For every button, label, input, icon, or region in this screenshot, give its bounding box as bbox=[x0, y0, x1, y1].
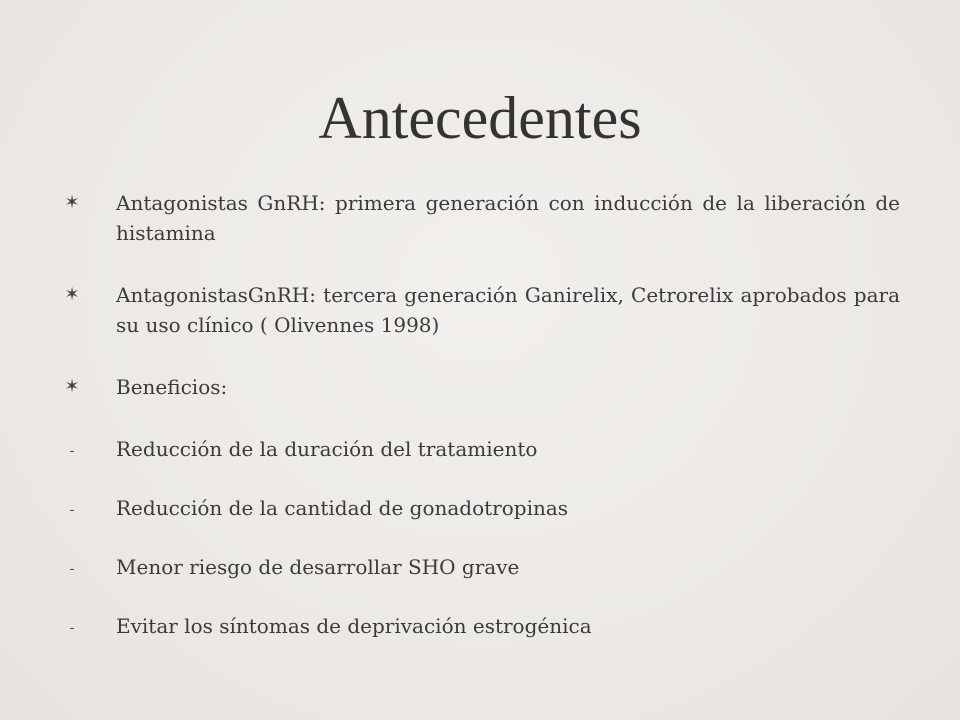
list-item bbox=[62, 434, 900, 464]
dash-bullet-icon: - bbox=[69, 443, 75, 459]
list-item bbox=[62, 493, 900, 523]
star-bullet-icon: ✶ bbox=[64, 284, 80, 305]
list-item bbox=[62, 372, 900, 402]
list-item-text: Evitar los síntomas de deprivación estrogénica bbox=[116, 614, 592, 638]
dash-bullet-icon: - bbox=[69, 620, 75, 636]
slide-title: Antecedentes bbox=[318, 85, 642, 151]
list-item bbox=[62, 611, 900, 641]
list-item bbox=[62, 552, 900, 582]
star-bullet-icon: ✶ bbox=[64, 192, 80, 213]
dash-bullet-icon: - bbox=[69, 502, 75, 518]
list-item-text: Menor riesgo de desarrollar SHO grave bbox=[116, 555, 520, 579]
list-item-text: Beneficios: bbox=[116, 375, 228, 399]
dash-bullet-icon: - bbox=[69, 561, 75, 577]
list-item bbox=[62, 188, 900, 248]
bullet-list bbox=[62, 188, 900, 670]
star-bullet-icon: ✶ bbox=[64, 376, 80, 397]
list-item-text: Reducción de la duración del tratamiento bbox=[116, 437, 538, 461]
list-item-text: Antagonistas GnRH: primera generación con inducción de la liberación de histamina bbox=[116, 191, 900, 245]
list-item bbox=[62, 280, 900, 340]
list-item-text: AntagonistasGnRH: tercera generación Ganirelix, Cetrorelix aprobados para su uso clínico ( Olivennes 1998) bbox=[116, 283, 900, 337]
list-item-text: Reducción de la cantidad de gonadotropinas bbox=[116, 496, 569, 520]
